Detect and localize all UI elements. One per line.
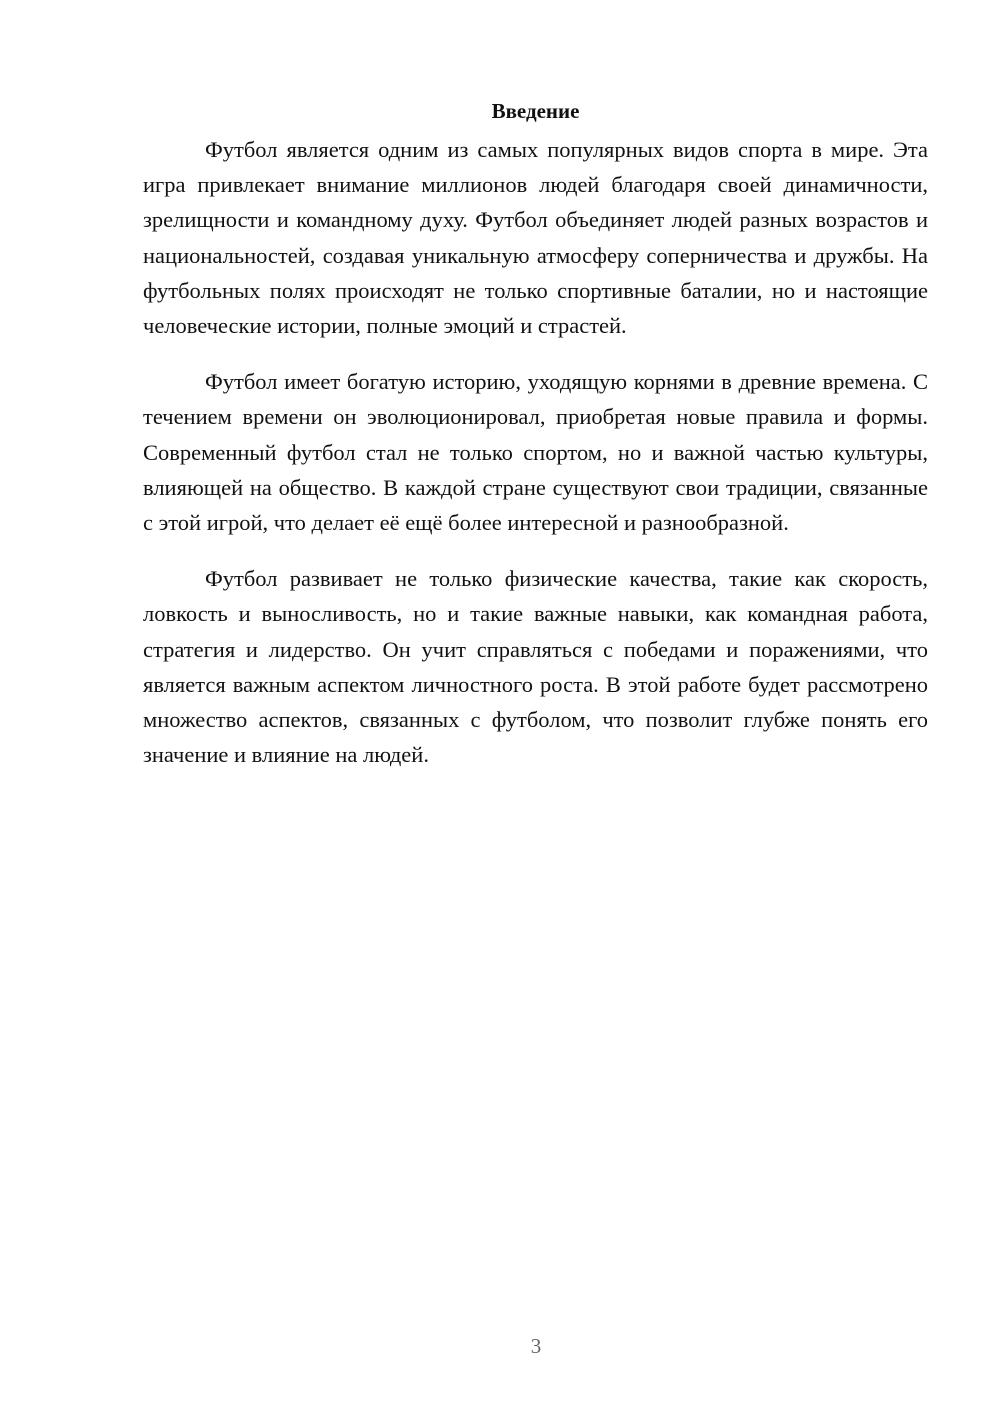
section-heading: Введение (491, 99, 580, 123)
paragraph-2: Футбол имеет богатую историю, уходящую корнями в древние времена. С течением времени он эволюционировал, приобретая новые правила и формы. Современный футбол стал не только спортом, но и важной частью культуры, влияющей на общество. В каждой стране существуют свои традиции, связанные с этой игрой, что делает её ещё более интересной и разнообразной. (143, 369, 928, 536)
page-number: 3 (530, 1334, 542, 1358)
page-content (143, 96, 928, 793)
paragraph-1: Футбол является одним из самых популярных видов спорта в мире. Эта игра привлекает внимание миллионов людей благодаря своей динамичности, зрелищности и командному духу. Футбол объединяет людей разных возрастов и национальностей, создавая уникальную атмосферу соперничества и дружбы. На футбольных полях происходят не только спортивные баталии, но и настоящие человеческие истории, полные эмоций и страстей. (143, 137, 928, 339)
paragraph-3: Футбол развивает не только физические качества, такие как скорость, ловкость и выносливость, но и такие важные навыки, как командная работа, стратегия и лидерство. Он учит справляться с победами и поражениями, что является важным аспектом личностного роста. В этой работе будет рассмотрено множество аспектов, связанных с футболом, что позволит глубже понять его значение и влияние на людей. (143, 566, 928, 768)
